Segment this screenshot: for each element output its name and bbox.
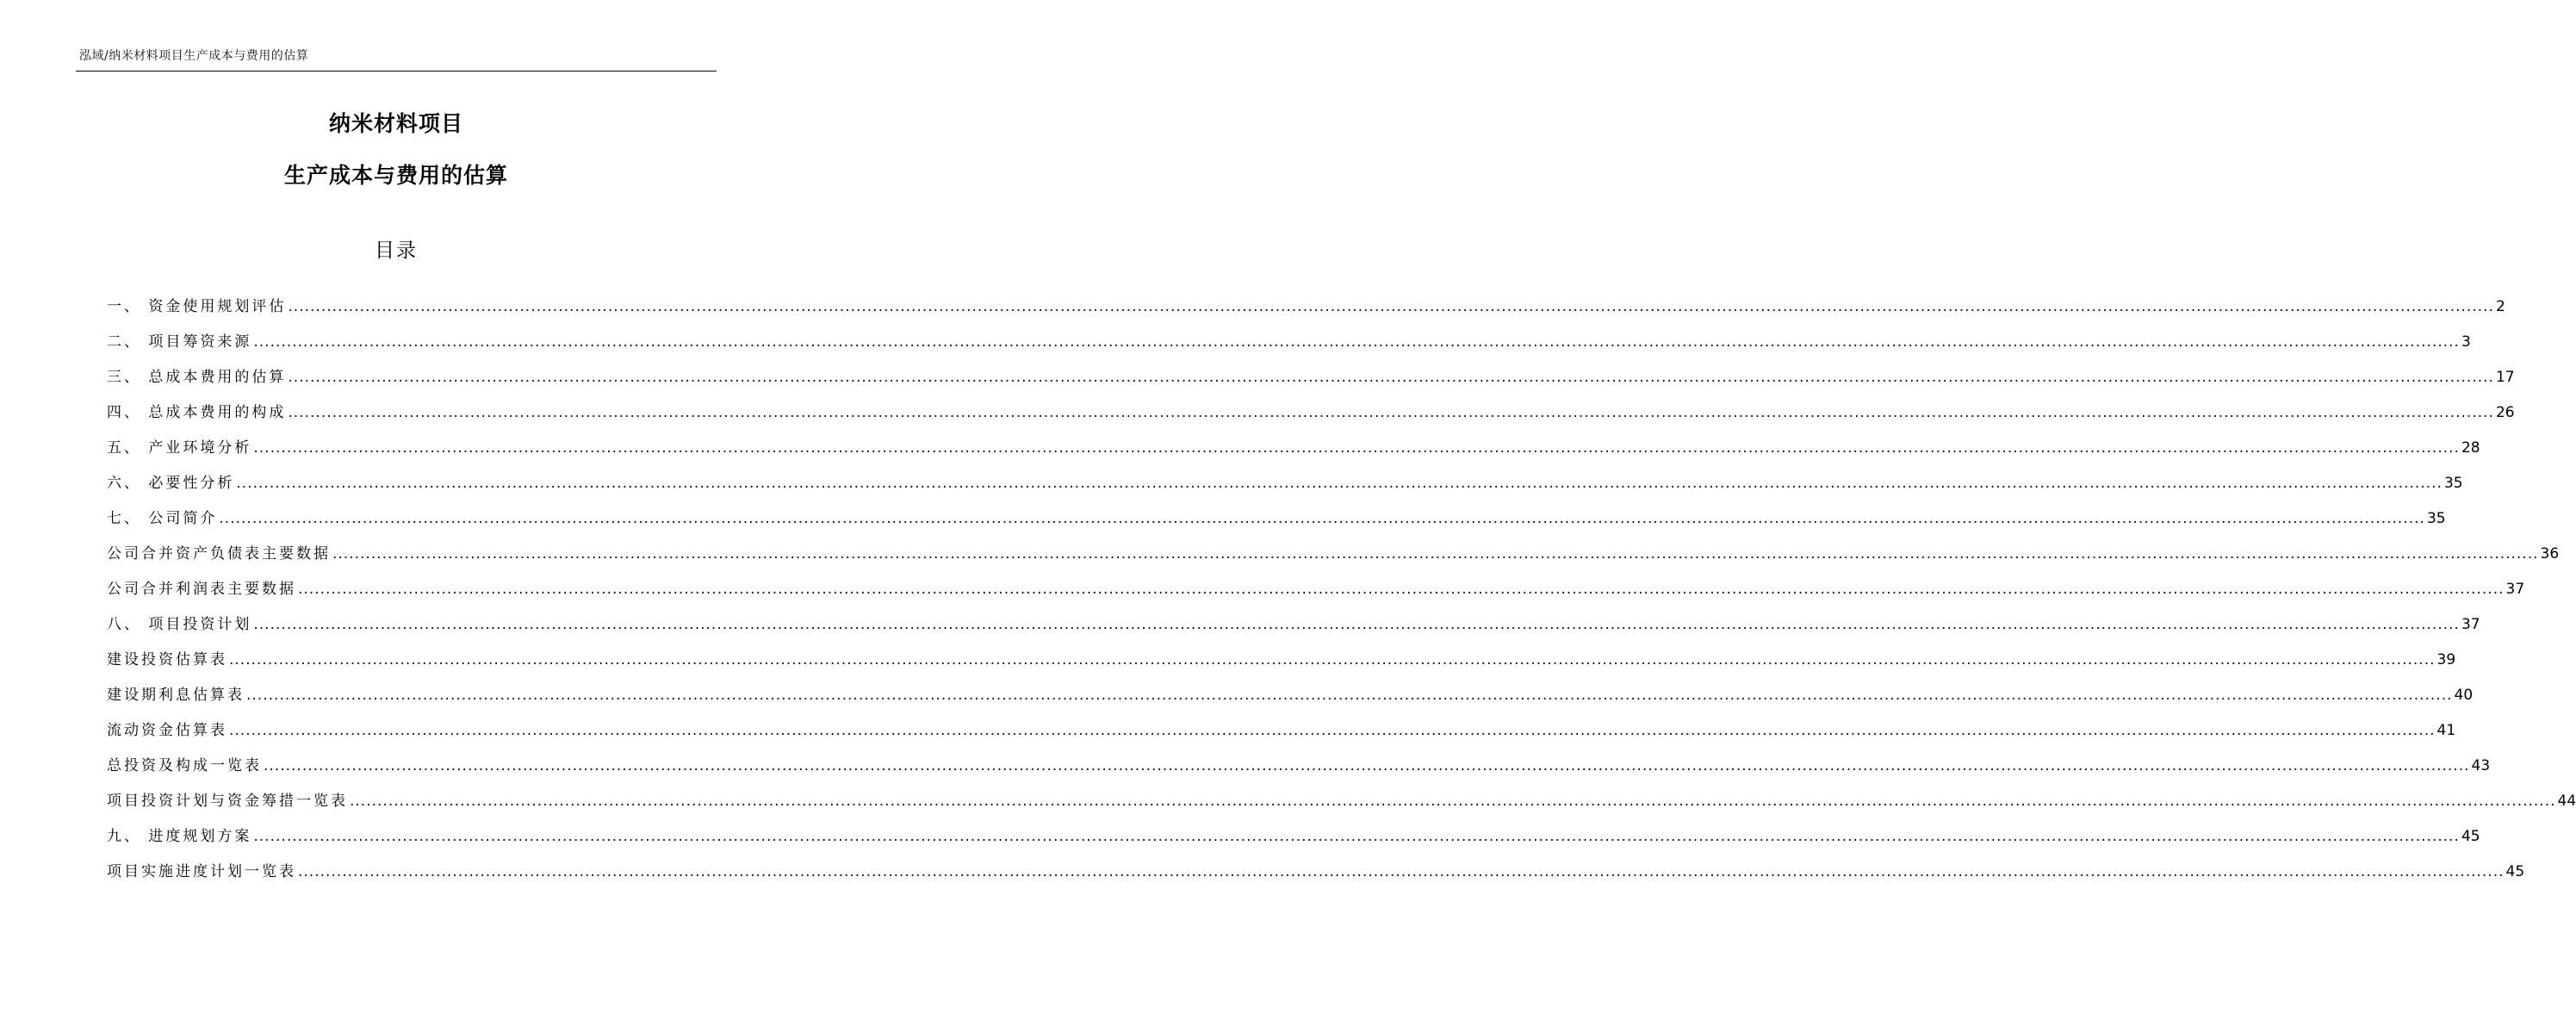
toc-entry[interactable]: [107, 634, 2456, 669]
toc-dot-leader: ................................................................................................................................................................................................................................................................................................................................................................................................................: [253, 828, 2460, 845]
table-of-contents: [107, 281, 2576, 881]
toc-entry-label: 公司合并资产负债表主要数据: [107, 545, 331, 563]
toc-dot-leader: ................................................................................................................................................................................................................................................................................................................................................................................................................: [288, 404, 2494, 421]
toc-dot-leader: ................................................................................................................................................................................................................................................................................................................................................................................................................: [350, 793, 2556, 810]
toc-entry-label: 项目实施进度计划一览表: [107, 863, 296, 880]
toc-dot-leader: ................................................................................................................................................................................................................................................................................................................................................................................................................: [288, 298, 2494, 315]
toc-entry-label: 总投资及构成一览表: [107, 757, 262, 774]
toc-entry-page-number: 36: [2540, 545, 2560, 563]
toc-dot-leader: ................................................................................................................................................................................................................................................................................................................................................................................................................: [288, 369, 2494, 386]
toc-entry-page-number: 35: [2443, 475, 2463, 492]
toc-dot-leader: ................................................................................................................................................................................................................................................................................................................................................................................................................: [298, 581, 2505, 598]
toc-entry[interactable]: [107, 599, 2480, 634]
toc-dot-leader: ................................................................................................................................................................................................................................................................................................................................................................................................................: [332, 545, 2539, 563]
running-header: 泓域/纳米材料项目生产成本与费用的估算: [79, 49, 309, 63]
toc-entry-page-number: 44: [2557, 793, 2576, 810]
toc-entry-label: 建设期利息估算表: [107, 687, 245, 704]
toc-dot-leader: ................................................................................................................................................................................................................................................................................................................................................................................................................: [253, 439, 2460, 457]
toc-entry-label: 五、 产业环境分析: [107, 439, 252, 457]
toc-dot-leader: ................................................................................................................................................................................................................................................................................................................................................................................................................: [236, 475, 2443, 492]
toc-dot-leader: ................................................................................................................................................................................................................................................................................................................................................................................................................: [253, 616, 2460, 633]
document-title: 纳米材料项目: [328, 111, 463, 136]
toc-entry-page-number: 39: [2436, 651, 2456, 668]
toc-entry[interactable]: [107, 316, 2471, 351]
toc-entry[interactable]: [107, 846, 2525, 881]
toc-entry[interactable]: [107, 775, 2576, 811]
toc-dot-leader: ................................................................................................................................................................................................................................................................................................................................................................................................................: [246, 687, 2453, 704]
toc-entry-label: 八、 项目投资计划: [107, 616, 252, 633]
toc-entry-label: 四、 总成本费用的构成: [107, 404, 287, 421]
toc-entry[interactable]: [107, 811, 2480, 846]
toc-entry[interactable]: [107, 281, 2505, 316]
toc-entry[interactable]: [107, 705, 2456, 740]
toc-entry-label: 六、 必要性分析: [107, 475, 235, 492]
toc-entry-label: 建设投资估算表: [107, 651, 227, 668]
document-subtitle: 生产成本与费用的估算: [283, 163, 508, 188]
toc-entry[interactable]: [107, 528, 2560, 563]
toc-entry[interactable]: [107, 493, 2446, 528]
toc-entry-label: 七、 公司简介: [107, 510, 218, 527]
toc-entry-label: 公司合并利润表主要数据: [107, 581, 296, 598]
toc-entry[interactable]: [107, 422, 2480, 457]
toc-entry-page-number: 3: [2461, 333, 2471, 351]
toc-entry-page-number: 35: [2426, 510, 2446, 527]
header-divider: [76, 71, 717, 72]
toc-entry-page-number: 37: [2461, 616, 2480, 633]
toc-entry-label: 一、 资金使用规划评估: [107, 298, 287, 315]
toc-entry[interactable]: [107, 563, 2525, 599]
toc-entry-label: 二、 项目筹资来源: [107, 333, 252, 351]
toc-entry-page-number: 37: [2505, 581, 2525, 598]
toc-entry[interactable]: [107, 457, 2463, 493]
toc-entry-label: 三、 总成本费用的估算: [107, 369, 287, 386]
toc-entry[interactable]: [107, 669, 2474, 705]
toc-entry-page-number: 28: [2461, 439, 2480, 457]
toc-dot-leader: ................................................................................................................................................................................................................................................................................................................................................................................................................: [229, 651, 2436, 668]
toc-dot-leader: ................................................................................................................................................................................................................................................................................................................................................................................................................: [219, 510, 2425, 527]
toc-entry-page-number: 26: [2495, 404, 2515, 421]
toc-entry[interactable]: [107, 387, 2515, 422]
toc-entry[interactable]: [107, 740, 2491, 775]
toc-entry-page-number: 40: [2454, 687, 2474, 704]
toc-entry-label: 项目投资计划与资金筹措一览表: [107, 793, 348, 810]
toc-entry-page-number: 2: [2495, 298, 2505, 315]
toc-entry-label: 九、 进度规划方案: [107, 828, 252, 845]
toc-entry-page-number: 17: [2495, 369, 2515, 386]
toc-entry-label: 流动资金估算表: [107, 722, 227, 739]
toc-heading: 目录: [375, 239, 418, 262]
toc-dot-leader: ................................................................................................................................................................................................................................................................................................................................................................................................................: [253, 333, 2460, 351]
toc-entry-page-number: 43: [2471, 757, 2491, 774]
toc-entry-page-number: 45: [2461, 828, 2480, 845]
toc-entry-page-number: 45: [2505, 863, 2525, 880]
toc-dot-leader: ................................................................................................................................................................................................................................................................................................................................................................................................................: [298, 863, 2505, 880]
toc-entry-page-number: 41: [2436, 722, 2456, 739]
toc-dot-leader: ................................................................................................................................................................................................................................................................................................................................................................................................................: [264, 757, 2470, 774]
toc-entry[interactable]: [107, 351, 2515, 387]
toc-dot-leader: ................................................................................................................................................................................................................................................................................................................................................................................................................: [229, 722, 2436, 739]
